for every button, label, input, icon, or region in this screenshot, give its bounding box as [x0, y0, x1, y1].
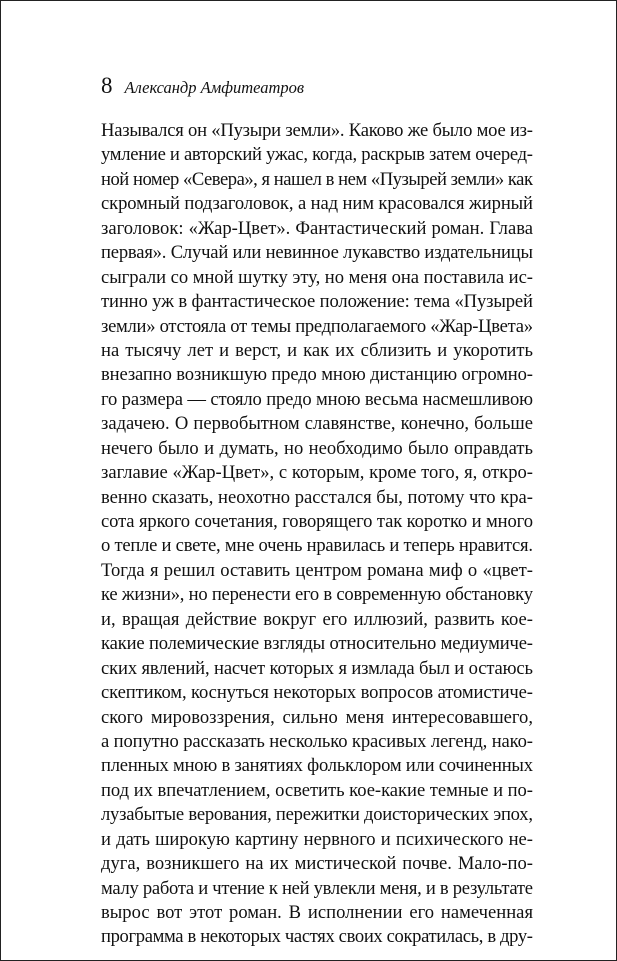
text-line-content: скромный подзаголовок, а над ним красовался жирный	[101, 193, 533, 215]
text-line	[101, 363, 533, 387]
text-line	[101, 925, 533, 949]
text-line-content: тинно уж в фантастическое положение: тема «Пузырей	[101, 291, 533, 313]
text-line-content: венно сказать, неохотно расстался бы, потому что кра-	[101, 486, 533, 508]
text-line	[101, 901, 533, 925]
text-line	[101, 534, 533, 558]
text-line-content: скептиком, коснуться некоторых вопросов атомистиче-	[101, 682, 533, 704]
text-line-content: на тысячу лет и верст, и как их сблизить и укоротить	[101, 339, 533, 361]
text-line	[101, 192, 533, 216]
page-number: 8	[101, 73, 113, 98]
text-line-content: программа в некоторых частях своих сократилась, в дру-	[101, 926, 533, 948]
text-line	[101, 877, 533, 901]
running-header	[101, 73, 304, 99]
text-line	[101, 608, 533, 632]
text-line-content: о тепле и свете, мне очень нравилась и теперь нравится.	[101, 535, 533, 557]
text-line-content: а попутно рассказать несколько красивых легенд, нако-	[101, 730, 533, 752]
text-line-content: лузабытые верования, пережитки доисторических эпох,	[101, 804, 533, 826]
text-line-content: ке жизни», но перенести его в современную обстановку	[101, 584, 533, 606]
text-line	[101, 803, 533, 827]
text-line-content: дуга, возникшего на их мистической почве. Мало-по-	[101, 853, 533, 875]
text-line	[101, 486, 533, 510]
text-line-content: и дать широкую картину нервного и психического не-	[101, 828, 533, 850]
body-text	[101, 119, 533, 950]
text-line-content: сыграли со мной шутку эту, но меня она поставила ис-	[101, 266, 533, 288]
text-line-content: внезапно возникшую предо мною дистанцию огромно-	[101, 364, 533, 386]
text-line	[101, 559, 533, 583]
text-line	[101, 168, 533, 192]
text-line-content: ского мировоззрения, сильно меня интересовавшего,	[101, 706, 533, 728]
text-line-content: Назывался он «Пузыри земли». Каково же было мое из-	[101, 120, 533, 141]
text-line	[101, 217, 533, 241]
text-line-content: и, вращая действие вокруг его иллюзий, развить кое-	[101, 608, 533, 630]
text-line	[101, 510, 533, 534]
text-line-content: сота яркого сочетания, говорящего так коротко и много	[101, 511, 533, 532]
text-line	[101, 388, 533, 412]
text-line-content: ной номер «Севера», я нашел в нем «Пузырей земли» как	[101, 168, 533, 190]
author-name: Александр Амфитеатров	[124, 78, 305, 97]
text-line	[101, 315, 533, 339]
text-line	[101, 730, 533, 754]
text-line-content: ских явлений, насчет которых я измлада был и остаюсь	[101, 657, 533, 679]
text-line-content: го размера — стояло предо мною весьма насмешливою	[101, 388, 533, 410]
text-line	[101, 706, 533, 730]
text-line	[101, 828, 533, 852]
text-line	[101, 681, 533, 705]
text-line	[101, 241, 533, 265]
text-line	[101, 583, 533, 607]
text-line-content: умление и авторский ужас, когда, раскрыв затем очеред-	[101, 144, 533, 166]
text-line-content: задачею. О первобытном славянстве, конечно, больше	[101, 413, 533, 435]
text-line-content: пленных мною в занятиях фольклором или сочиненных	[101, 755, 533, 777]
text-line	[101, 143, 533, 167]
text-line	[101, 119, 533, 143]
text-line-content: под их впечатлением, осветить кое-какие темные и по-	[101, 779, 533, 801]
text-line-content: Тогда я решил оставить центром романа миф о «цвет-	[101, 559, 533, 581]
text-line	[101, 461, 533, 485]
text-line-content: первая». Случай или невинное лукавство издательницы	[101, 242, 533, 264]
text-line	[101, 657, 533, 681]
text-line-content: малу работа и чтение к ней увлекли меня, и в результате	[101, 877, 533, 899]
text-line-content: какие полемические взгляды относительно медиумиче-	[101, 633, 533, 655]
text-line	[101, 779, 533, 803]
text-line-content: земли» отстояла от темы предполагаемого «Жар-Цвета»	[101, 315, 533, 337]
text-line	[101, 290, 533, 314]
text-line	[101, 852, 533, 876]
text-line	[101, 754, 533, 778]
text-line	[101, 412, 533, 436]
text-line-content: вырос вот этот роман. В исполнении его намеченная	[101, 902, 533, 923]
text-line	[101, 437, 533, 461]
text-line-content: заголовок: «Жар-Цвет». Фантастический роман. Глава	[101, 217, 533, 239]
text-line	[101, 266, 533, 290]
text-line	[101, 339, 533, 363]
text-line-content: заглавие «Жар-Цвет», с которым, кроме того, я, откро-	[101, 462, 533, 484]
text-line-content: нечего было и думать, но необходимо было оправдать	[101, 437, 533, 459]
text-line	[101, 632, 533, 656]
